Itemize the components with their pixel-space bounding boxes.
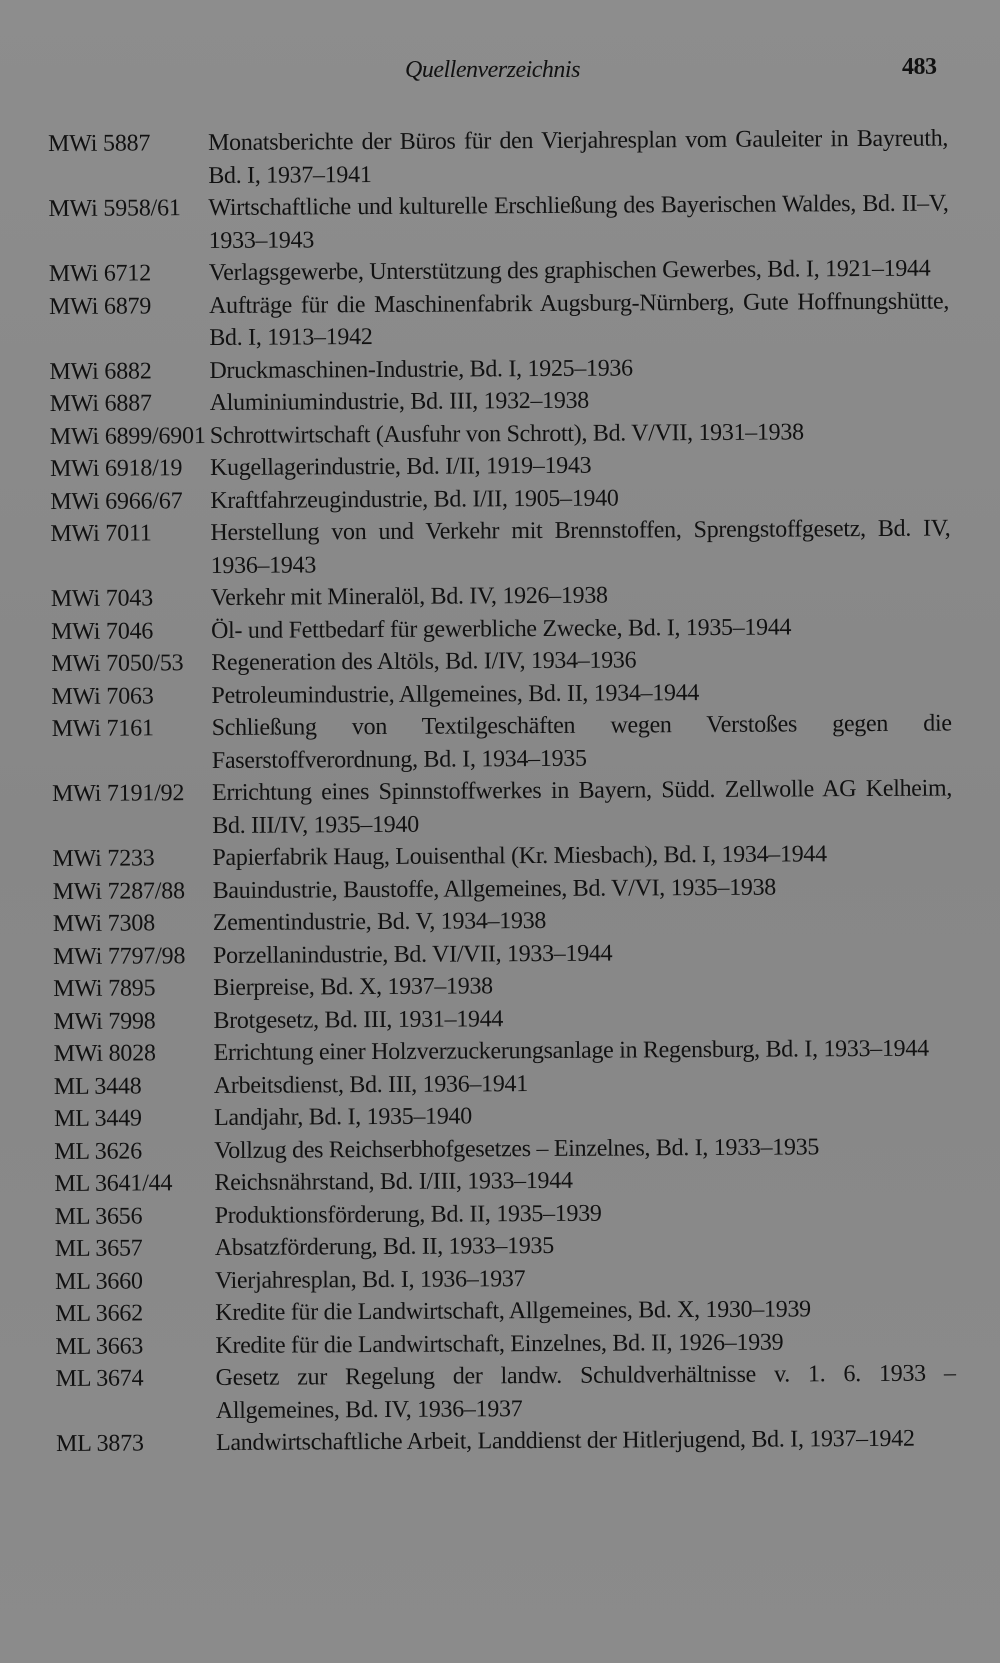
archive-signature: MWi 7161 xyxy=(51,715,154,742)
list-item xyxy=(52,707,952,777)
entry-description: Gesetz zur Regelung der landw. Schuldverhältnisse v. 1. 6. 1933 – Allgemeines, Bd. IV, 1936–1937 xyxy=(215,1360,956,1424)
list-item xyxy=(55,1260,955,1298)
entry-description: Bierpreise, Bd. X, 1937–1938 xyxy=(213,973,493,1002)
archive-signature: MWi 7191/92 xyxy=(51,780,185,807)
entry-description: Kugellagerindustrie, Bd. I/II, 1919–1943 xyxy=(210,452,592,482)
archive-signature: MWi 7998 xyxy=(53,1007,156,1035)
entry-description: Zementindustrie, Bd. V, 1934–1938 xyxy=(212,907,547,937)
archive-signature: MWi 6882 xyxy=(49,357,152,385)
archive-signature: MWi 8028 xyxy=(53,1040,156,1067)
archive-signature: ML 3660 xyxy=(54,1267,143,1295)
list-item xyxy=(54,1065,954,1103)
list-item xyxy=(53,902,953,940)
entry-description: Landjahr, Bd. I, 1935–1940 xyxy=(213,1103,473,1132)
archive-signature: ML 3641/44 xyxy=(54,1170,173,1197)
archive-signature: MWi 7308 xyxy=(52,910,156,937)
list-item xyxy=(55,1227,955,1265)
list-item xyxy=(49,252,949,290)
entry-description: Errichtung einer Holzverzuckerungsanlage in Regensburg, Bd. I, 1933–1944 xyxy=(213,1035,929,1067)
list-item xyxy=(53,935,953,973)
entry-description: Druckmaschinen-Industrie, Bd. I, 1925–1936 xyxy=(209,354,633,384)
entry-description: Papierfabrik Haug, Louisenthal (Kr. Miesbach), Bd. I, 1934–1944 xyxy=(212,841,827,872)
entry-description: Wirtschaftliche und kulturelle Erschließung des Bayerischen Waldes, Bd. II–V, 1933–1943 xyxy=(208,190,949,254)
list-item xyxy=(54,1130,954,1168)
archive-signature: ML 3449 xyxy=(53,1105,142,1132)
entry-description: Kredite für die Landwirtschaft, Allgemeines, Bd. X, 1930–1939 xyxy=(215,1296,811,1327)
list-item xyxy=(56,1357,956,1427)
list-item xyxy=(50,447,950,485)
archive-signature: MWi 5887 xyxy=(48,130,151,157)
archive-signature: MWi 6712 xyxy=(48,260,152,287)
list-item xyxy=(51,610,951,648)
entry-description: Herstellung von und Verkehr mit Brennstoffen, Sprengstoffgesetz, Bd. IV, 1936–1943 xyxy=(210,515,951,579)
list-item xyxy=(50,480,950,518)
entry-description: Petroleumindustrie, Allgemeines, Bd. II, 1934–1944 xyxy=(211,679,700,709)
list-item xyxy=(50,415,950,453)
archive-signature: MWi 7043 xyxy=(50,585,154,612)
list-item xyxy=(49,285,949,355)
entry-description: Aufträge für die Maschinenfabrik Augsburg-Nürnberg, Gute Hoffnungshütte, Bd. I, 1913–1942 xyxy=(209,287,950,352)
archive-signature: ML 3873 xyxy=(55,1430,144,1457)
entry-description: Öl- und Fettbedarf für gewerbliche Zwecke, Bd. I, 1935–1944 xyxy=(210,613,792,644)
list-item xyxy=(50,382,950,420)
page-header xyxy=(0,52,1000,92)
entry-description: Errichtung eines Spinnstoffwerkes in Bayern, Südd. Zellwolle AG Kelheim, Bd. III/IV, 1935–1940 xyxy=(211,775,953,839)
list-item xyxy=(52,837,952,875)
entry-description: Brotgesetz, Bd. III, 1931–1944 xyxy=(213,1005,504,1034)
entry-description: Arbeitsdienst, Bd. III, 1936–1941 xyxy=(213,1070,529,1099)
list-item xyxy=(56,1422,956,1460)
list-item xyxy=(54,1032,954,1070)
list-item xyxy=(53,967,953,1005)
archive-signature: MWi 6887 xyxy=(49,390,152,417)
archive-signature: MWi 7050/53 xyxy=(51,650,184,677)
archive-signature: MWi 7063 xyxy=(51,682,154,710)
archive-signature: ML 3626 xyxy=(54,1137,143,1165)
archive-signature: MWi 5958/61 xyxy=(48,195,181,222)
archive-signature: MWi 7011 xyxy=(50,520,152,547)
archive-signature: MWi 7895 xyxy=(53,975,156,1002)
running-title: Quellenverzeichnis xyxy=(405,57,580,83)
archive-signature: ML 3663 xyxy=(55,1332,144,1360)
list-item xyxy=(48,123,948,193)
entry-description: Verkehr mit Mineralöl, Bd. IV, 1926–1938 xyxy=(210,582,608,612)
entry-description: Produktionsförderung, Bd. II, 1935–1939 xyxy=(214,1200,602,1229)
list-item xyxy=(54,1097,954,1135)
entry-description: Regeneration des Altöls, Bd. I/IV, 1934–1936 xyxy=(211,647,637,677)
archive-signature: MWi 7233 xyxy=(52,845,155,872)
list-item xyxy=(52,772,952,842)
entry-description: Absatzförderung, Bd. II, 1933–1935 xyxy=(214,1232,554,1262)
entry-description: Bauindustrie, Baustoffe, Allgemeines, Bd. V/VI, 1935–1938 xyxy=(212,874,777,904)
source-list xyxy=(48,123,956,1461)
archive-signature: ML 3674 xyxy=(55,1365,144,1392)
entry-description: Kredite für die Landwirtschaft, Einzelnes, Bd. II, 1926–1939 xyxy=(215,1329,784,1359)
entry-description: Vollzug des Reichserbhofgesetzes – Einzelnes, Bd. I, 1933–1935 xyxy=(214,1133,820,1164)
list-item xyxy=(55,1325,955,1363)
entry-description: Landwirtschaftliche Arbeit, Landdienst der Hitlerjugend, Bd. I, 1937–1942 xyxy=(215,1425,915,1456)
archive-signature: MWi 6899/6901 xyxy=(49,422,206,450)
archive-signature: ML 3662 xyxy=(55,1300,144,1327)
archive-signature: MWi 7797/98 xyxy=(52,942,186,970)
archive-signature: MWi 6879 xyxy=(49,292,152,320)
list-item xyxy=(53,870,953,908)
list-item xyxy=(51,675,951,713)
list-item xyxy=(51,577,951,615)
entry-description: Verlagsgewerbe, Unterstützung des graphischen Gewerbes, Bd. I, 1921–1944 xyxy=(208,255,931,287)
list-item xyxy=(55,1292,955,1330)
entry-description: Aluminiumindustrie, Bd. III, 1932–1938 xyxy=(209,387,590,417)
entry-description: Porzellanindustrie, Bd. VI/VII, 1933–1944 xyxy=(212,940,613,969)
archive-signature: MWi 6918/19 xyxy=(50,455,183,482)
archive-signature: ML 3657 xyxy=(54,1235,143,1262)
list-item xyxy=(48,188,948,258)
archive-signature: MWi 7046 xyxy=(50,617,154,645)
list-item xyxy=(55,1195,955,1233)
entry-description: Reichsnährstand, Bd. I/III, 1933–1944 xyxy=(214,1167,573,1197)
page-number: 483 xyxy=(902,54,937,80)
entry-description: Monatsberichte der Büros für den Vierjahresplan vom Gauleiter in Bayreuth, Bd. I, 1937–1941 xyxy=(208,125,949,189)
entry-description: Schrottwirtschaft (Ausfuhr von Schrott), Bd. V/VII, 1931–1938 xyxy=(209,418,804,449)
list-item xyxy=(49,350,949,388)
archive-signature: MWi 6966/67 xyxy=(50,487,183,515)
list-item xyxy=(53,1000,953,1038)
list-item xyxy=(51,642,951,680)
entry-description: Kraftfahrzeugindustrie, Bd. I/II, 1905–1940 xyxy=(210,485,619,514)
list-item xyxy=(50,512,950,582)
archive-signature: MWi 7287/88 xyxy=(52,877,185,905)
list-item xyxy=(54,1162,954,1200)
archive-signature: ML 3448 xyxy=(53,1072,142,1100)
archive-signature: ML 3656 xyxy=(54,1202,143,1230)
entry-description: Vierjahresplan, Bd. I, 1936–1937 xyxy=(214,1265,526,1294)
entry-description: Schließung von Textilgeschäften wegen Verstoßes gegen die Faserstoffverordnung, Bd. I, 1934–1935 xyxy=(211,710,952,774)
